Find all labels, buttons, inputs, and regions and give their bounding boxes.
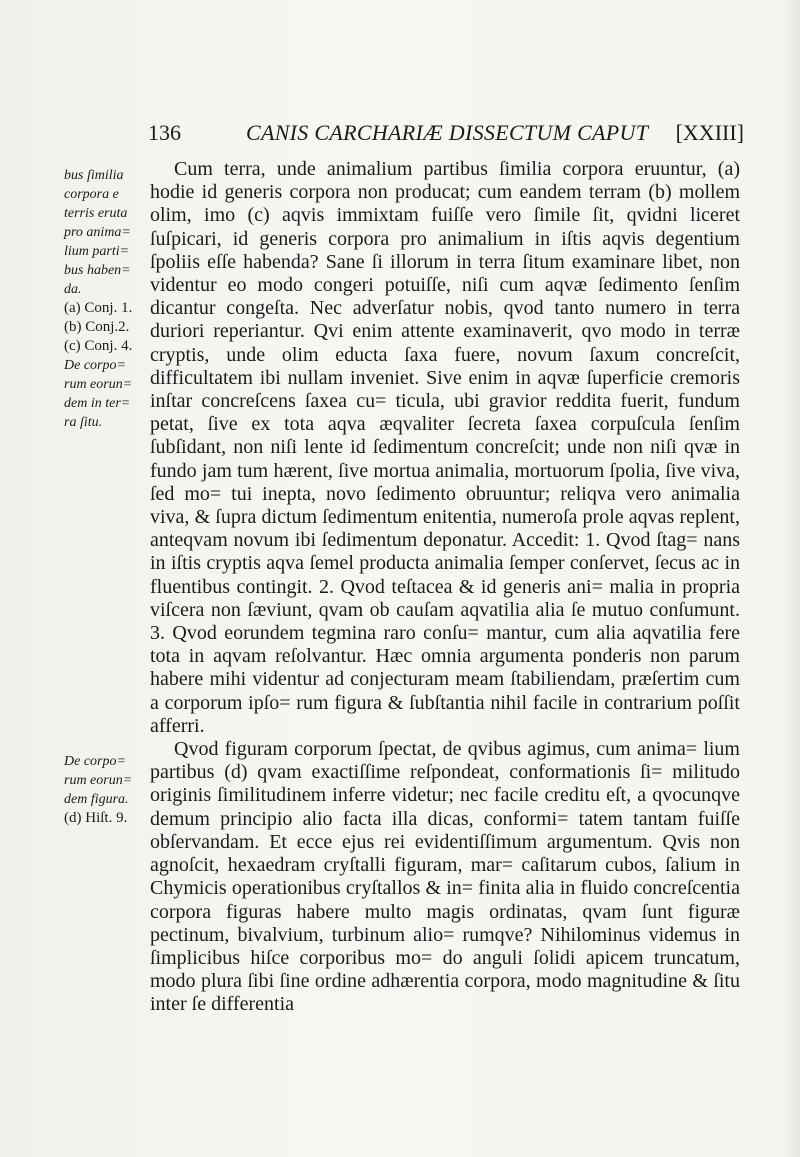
margin-note-line: De corpo= xyxy=(64,358,126,373)
margin-note-line: terris eruta xyxy=(64,206,128,221)
margin-note-line: bus haben= xyxy=(64,263,131,278)
margin-note-line: De corpo= xyxy=(64,754,126,769)
margin-note-line: dem in ter= xyxy=(64,396,131,411)
chapter-reference: [XXIII] xyxy=(675,120,744,145)
page-edge-shadow xyxy=(782,0,800,1157)
margin-note-reference: (a) Conj. 1. xyxy=(64,300,133,316)
margin-note-line: bus ſimilia xyxy=(64,168,124,183)
body-text xyxy=(150,158,740,1017)
margin-note-line: dem figura. xyxy=(64,792,129,807)
margin-note-line: rum eorun= xyxy=(64,377,133,392)
margin-note-line: lium parti= xyxy=(64,244,130,259)
running-title: CANIS CARCHARIÆ DISSECTUM CAPUT xyxy=(246,120,649,145)
page-number: 136 xyxy=(148,120,181,145)
margin-note-line: corpora e xyxy=(64,187,119,202)
margin-note-line: ra ſitu. xyxy=(64,415,103,430)
margin-note-line: da. xyxy=(64,282,82,297)
margin-note-reference: (c) Conj. 4. xyxy=(64,338,133,354)
margin-note-2 xyxy=(64,752,148,828)
margin-note-reference: (b) Conj.2. xyxy=(64,319,130,335)
margin-note-reference: (d) Hiſt. 9. xyxy=(64,810,128,826)
paragraph-2: Qvod figuram corporum ſpectat, de qvibus agimus, cum anima= lium partibus (d) qvam exactiſſime reſpondeat, conformationis ſi= militudo originis ſimilitudinem inferre videtur; nec facile creditu eſt, a qvocunqve demum principio alio facta illa dicas, conformi= tatem tantam fuiſſe obſervandam. Et ecce ejus rei evidentiſſimum argumentum. Qvis non agnoſcit, hexaedram cryſtalli figuram, mar= caſitarum cubos, ſalium in Chymicis operationibus cryſtallos & in= finita alia in fluido concreſcentia corpora figuras habere multo magis ordinatas, qvam ſunt figuræ pectinum, bivalvium, turbinum alio= rumqve? Nihilominus videmus in ſimplicibus hiſce corporibus mo= do anguli ſolidi apicem truncatum, modo plura ſibi ſine ordine adhærentia corpora, modo magnitudine & ſitu inter ſe differentia xyxy=(150,738,740,1016)
page-header xyxy=(148,116,744,150)
margin-note-1 xyxy=(64,166,148,432)
paragraph-1: Cum terra, unde animalium partibus ſimilia corpora eruuntur, (a) hodie id generis corpora non producat; cum eandem terram (b) mollem olim, imo (c) aqvis immixtam fuiſſe vero ſimile ſit, qvidni liceret ſuſpicari, id generis corpora pro animalium in iſtis aqvis degentium ſpoliis eſſe habenda? Sane ſi illorum in terra ſitum examinare libet, non videntur eo modo congeri potuiſſe, niſi cum aqvæ ſedimento ſenſim dicantur congeſta. Nec adverſatur nobis, qvod tanto numero in terra duriori reperiantur. Qvi enim attente examinaverit, qvo modo in terræ cryptis, unde olim educta ſaxa fuere, novum ſaxum concreſcit, difficultatem ibi nullam inveniet. Sive enim in aqvæ ſuperficie cremoris inſtar concreſcens ſaxea cu= ticula, ubi gravior reddita fuerit, fundum petat, ſive ex tota aqva æqvaliter ſecreta ſaxea corpuſcula ſenſim ſubſidant, non niſi lente id ſedimentum concreſcit; unde non niſi qvæ in fundo jam tum hærent, ſive mortua animalia, mortuorum ſpolia, ſive viva, ſed mo= tui inepta, novo ſedimento obruuntur; reliqva vero animalia viva, & ſupra dictum ſedimentum enitentia, numeroſa prole aqvas replent, anteqvam novum ibi ſedimentum deponatur. Accedit: 1. Qvod ſtag= nans in iſtis cryptis aqva ſemel producta animalia ſemper conſervet, ſecus ac in fluentibus contingit. 2. Qvod teſtacea & id generis ani= malia in propria viſcera non ſæviunt, qvam ob cauſam aqvatilia alia ſe mutuo conſumunt. 3. Qvod eorundem tegmina raro conſu= mantur, cum alia aqvatilia fere tota in aqvam reſolvantur. Hæc omnia argumenta ponderis non parum habere mihi videntur ad conjecturam meam ſtabiliendam, præſertim cum a corporum ipſo= rum figura & ſubſtantia nihil facile in contrarium poſſit afferri. xyxy=(150,158,740,737)
margin-note-line: pro anima= xyxy=(64,225,131,240)
margin-note-line: rum eorun= xyxy=(64,773,133,788)
